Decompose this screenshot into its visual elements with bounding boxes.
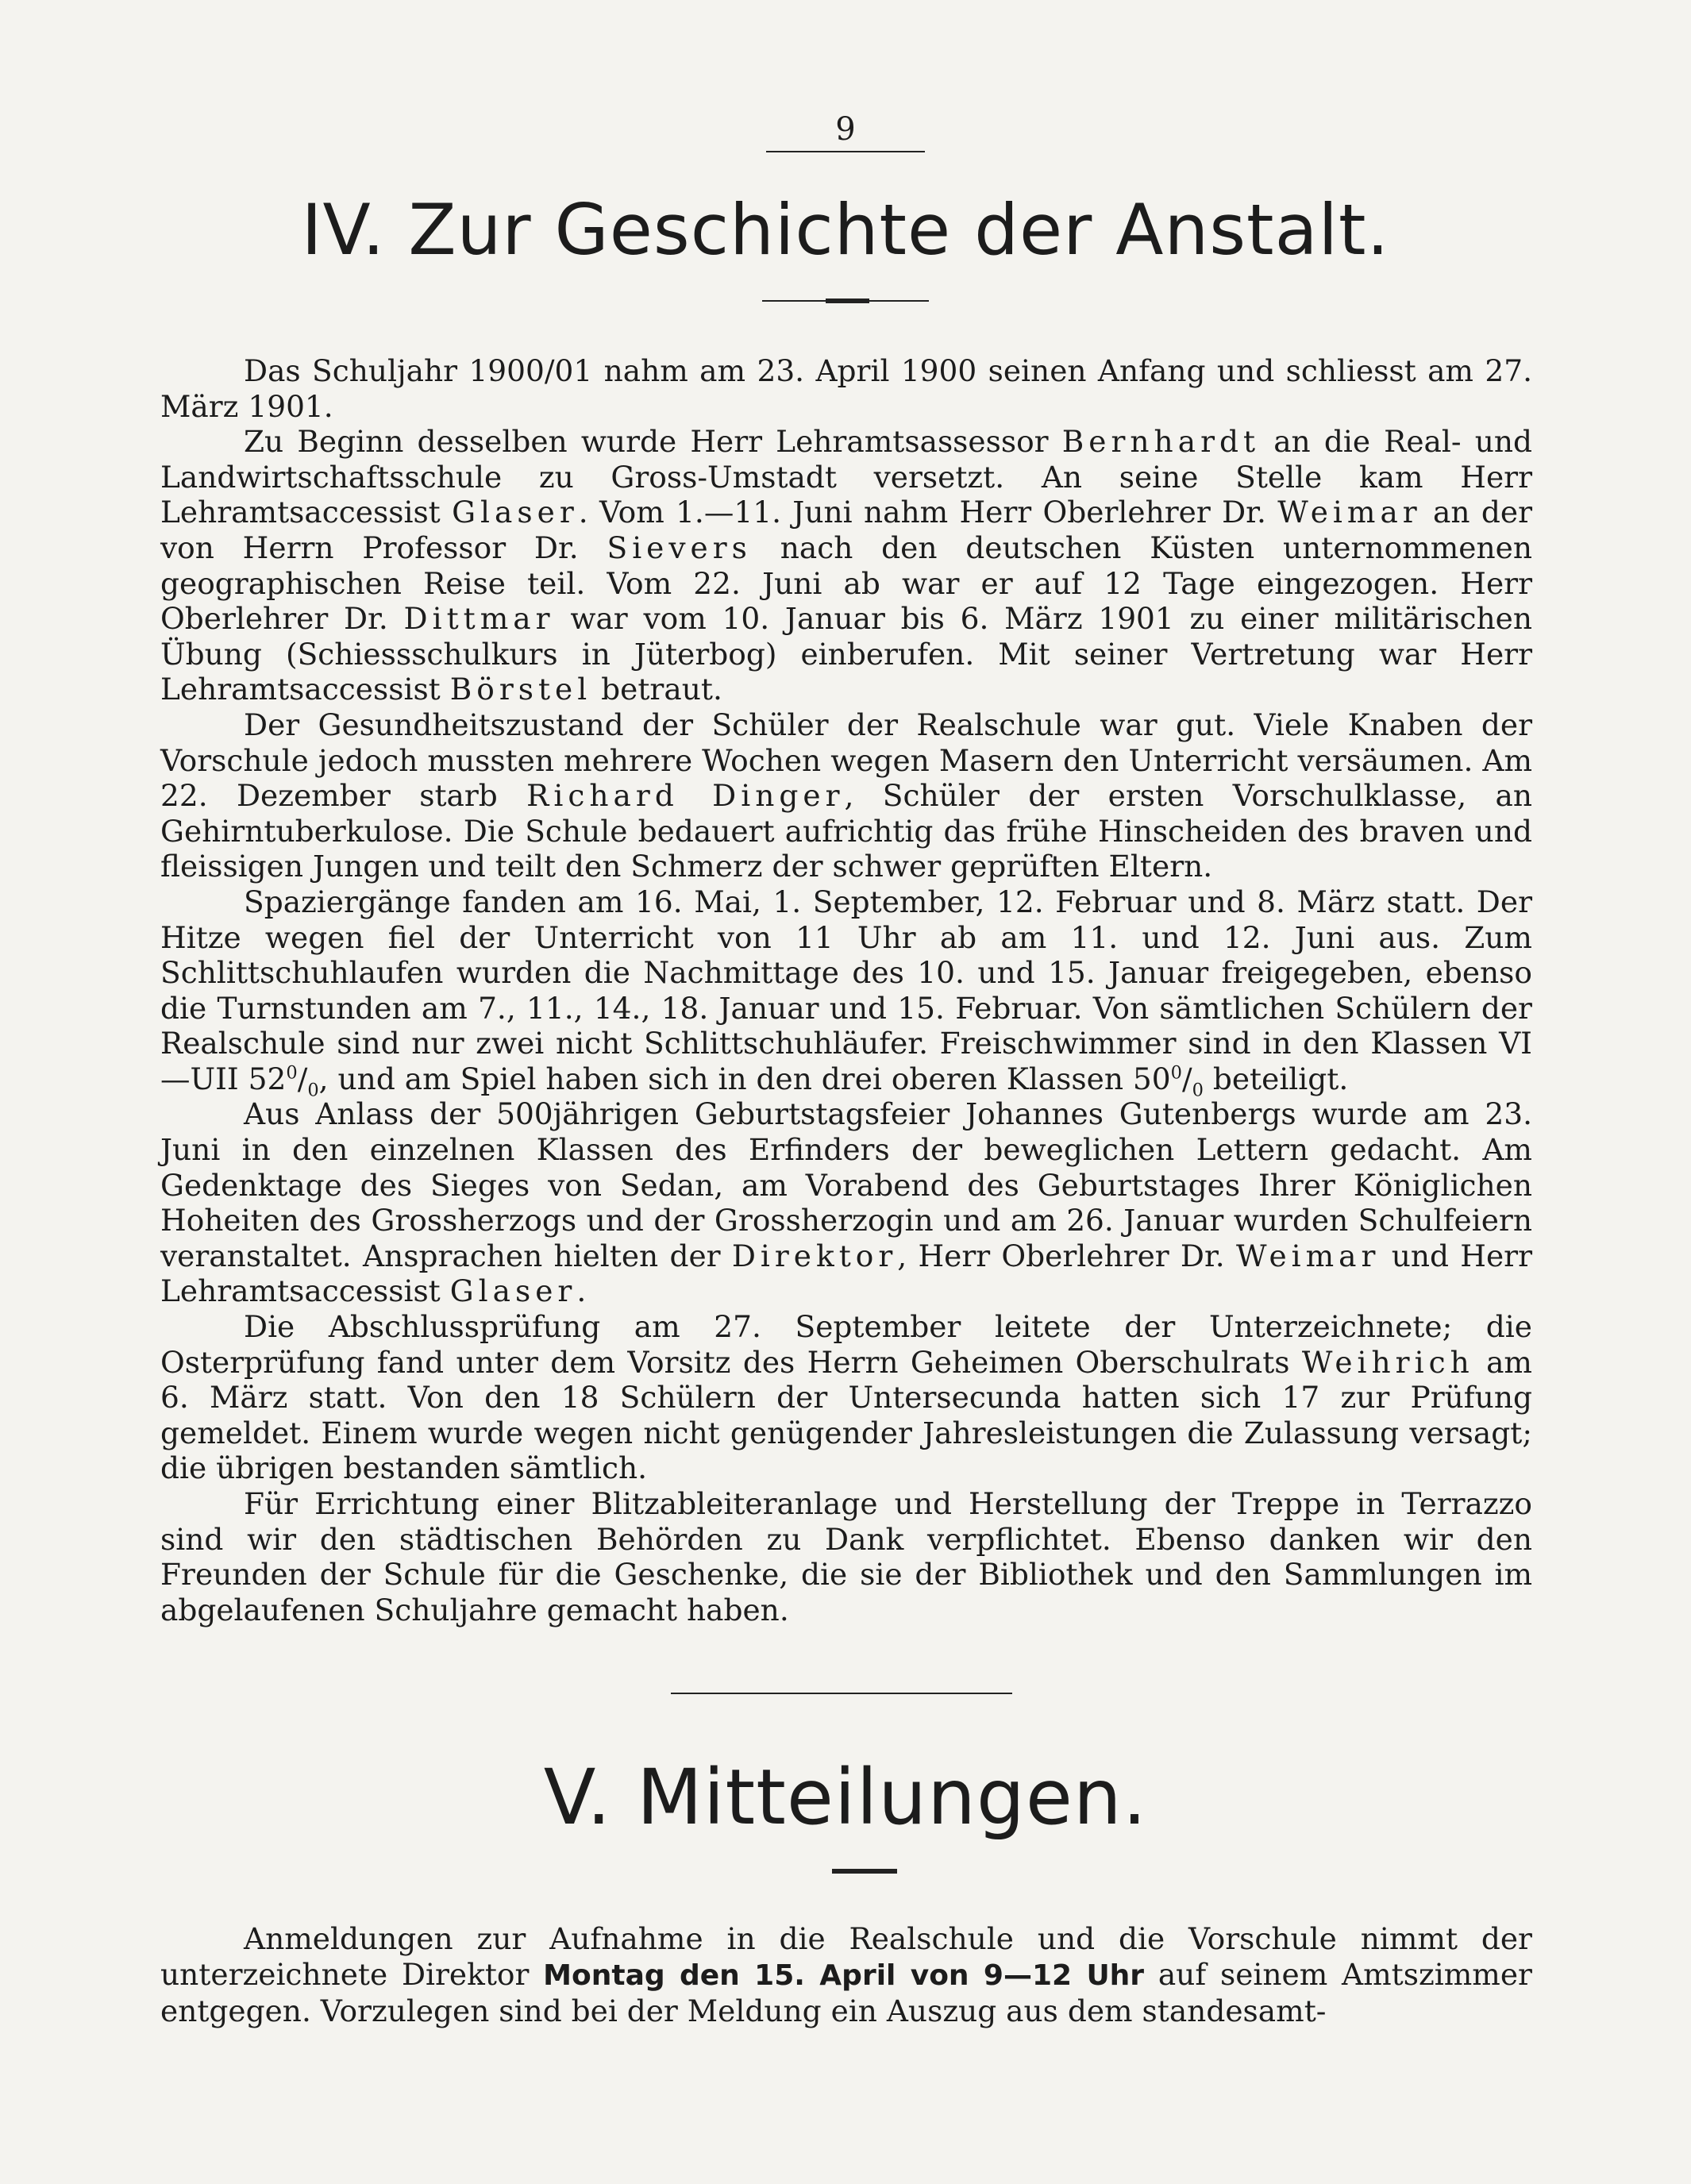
section-heading-mitteilungen: V. Mitteilungen. — [543, 1753, 1148, 1842]
section-divider-rule — [671, 1691, 1012, 1696]
paragraph: Der Gesundheitszustand der Schüler der Realschule war gut. Viele Knaben der Vorschule jedoch mussten mehrere Wochen wegen Masern den Unterricht versäumen. Am 22. Dezember starb Richard Dinger, Schüler der ersten Vorschulklasse, an Gehirntuberkulose. Die Schule bedauert aufrichtig das frühe Hinscheiden des braven und fleissigen Jungen und teilt den Schmerz der schwer geprüften Eltern. — [160, 707, 1532, 884]
section-heading-geschichte: IV. Zur Geschichte der Anstalt. — [301, 189, 1390, 271]
page-number-rule — [766, 151, 925, 152]
spaced-name: Bernhardt — [1061, 424, 1261, 460]
spaced-name: Dittmar — [403, 601, 555, 637]
paragraph: Die Abschlussprüfung am 27. September leitete der Unterzeichnete; die Osterprüfung fand unter dem Vorsitz des Herrn Geheimen Oberschulrats Weihrich am 6. März statt. Von den 18 Schülern der Untersecunda hatten sich 17 zur Prüfung gemeldet. Einem wurde wegen nicht genügender Jahresleistungen die Zulassung versagt; die übrigen bestanden sämtlich. — [160, 1309, 1532, 1486]
spaced-name: Direktor — [731, 1238, 898, 1273]
paragraph: Anmeldungen zur Aufnahme in die Realschule und die Vorschule nimmt der unterzeichnete Direktor Montag den 15. April von 9—12 Uhr auf seinem Amtszimmer entgegen. Vorzulegen sind bei der Meldung ein Auszug aus dem standesamt- — [160, 1921, 1532, 2029]
spaced-name: Richard Dinger — [526, 778, 845, 814]
heading-ornament-rule — [762, 299, 929, 303]
spaced-name: Börstel — [449, 672, 592, 707]
heading-ornament-bar — [832, 1869, 897, 1874]
spaced-name: Weimar — [1235, 1238, 1381, 1273]
paragraph: Zu Beginn desselben wurde Herr Lehramtsassessor Bernhardt an die Real- und Landwirtschaftsschule zu Gross-Umstadt versetzt. An seine Stelle kam Herr Lehramtsaccessist Glaser. Vom 1.—11. Juni nahm Herr Oberlehrer Dr. Weimar an der von Herrn Professor Dr. Sievers nach den deutschen Küsten unternommenen geographischen Reise teil. Vom 22. Juni ab war er auf 12 Tage eingezogen. Herr Oberlehrer Dr. Dittmar war vom 10. Januar bis 6. März 1901 zu einer militärischen Übung (Schiessschulkurs in Jüterbog) einberufen. Mit seiner Vertretung war Herr Lehramtsaccessist Börstel betraut. — [160, 424, 1533, 707]
spaced-name: Glaser — [449, 1273, 577, 1309]
paragraph: Für Errichtung einer Blitzableiteranlage und Herstellung der Treppe in Terrazzo sind wir den städtischen Behörden zu Dank verpflichtet. Ebenso danken wir den Freunden der Schule für die Geschenke, die sie der Bibliothek und den Sammlungen im abgelaufenen Schuljahre gemacht haben. — [160, 1486, 1532, 1627]
spaced-name: Weimar — [1277, 495, 1422, 530]
percent-sub: 0 — [307, 1080, 319, 1101]
spaced-name: Glaser — [452, 495, 579, 530]
percent-sup: 0 — [286, 1062, 298, 1084]
spaced-name: Weihrich — [1301, 1344, 1474, 1380]
page-number: 9 — [835, 111, 856, 148]
percent-sub: 0 — [1192, 1080, 1204, 1101]
section-body-geschichte — [160, 353, 1532, 1627]
paragraph: Aus Anlass der 500jährigen Geburtstagsfeier Johannes Gutenbergs wurde am 23. Juni in den einzelnen Klassen des Erfinders der beweglichen Lettern gedacht. Am Gedenktage des Sieges von Sedan, am Vorabend des Geburtstages Ihrer Königlichen Hoheiten des Grossherzogs und der Grossherzogin und am 26. Januar wurden Schulfeiern veranstaltet. Ansprachen hielten der Direktor, Herr Oberlehrer Dr. Weimar und Herr Lehramtsaccessist Glaser. — [160, 1096, 1532, 1309]
percent-sup: 0 — [1170, 1062, 1182, 1084]
paragraph: Spaziergänge fanden am 16. Mai, 1. September, 12. Februar und 8. März statt. Der Hitze wegen fiel der Unterricht von 11 Uhr ab am 11. und 12. Juni aus. Zum Schlittschuhlaufen wurden die Nachmittage des 10. und 15. Januar freigegeben, ebenso die Turnstunden am 7., 11., 14., 18. Januar und 15. Februar. Von sämtlichen Schülern der Realschule sind nur zwei nicht Schlittschuhläufer. Freischwimmer sind in den Klassen VI—UII $52^0/_0$, und am Spiel haben sich in den drei oberen Klassen $50^0/_0$ beteiligt. — [160, 884, 1532, 1101]
section-body-mitteilungen — [160, 1921, 1532, 2029]
paragraph: Das Schuljahr 1900/01 nahm am 23. April 1900 seinen Anfang und schliesst am 27. März 1901. — [160, 353, 1532, 424]
bold-date: Montag den 15. April von 9—12 Uhr — [543, 1959, 1145, 1992]
spaced-name: Sievers — [607, 530, 752, 565]
